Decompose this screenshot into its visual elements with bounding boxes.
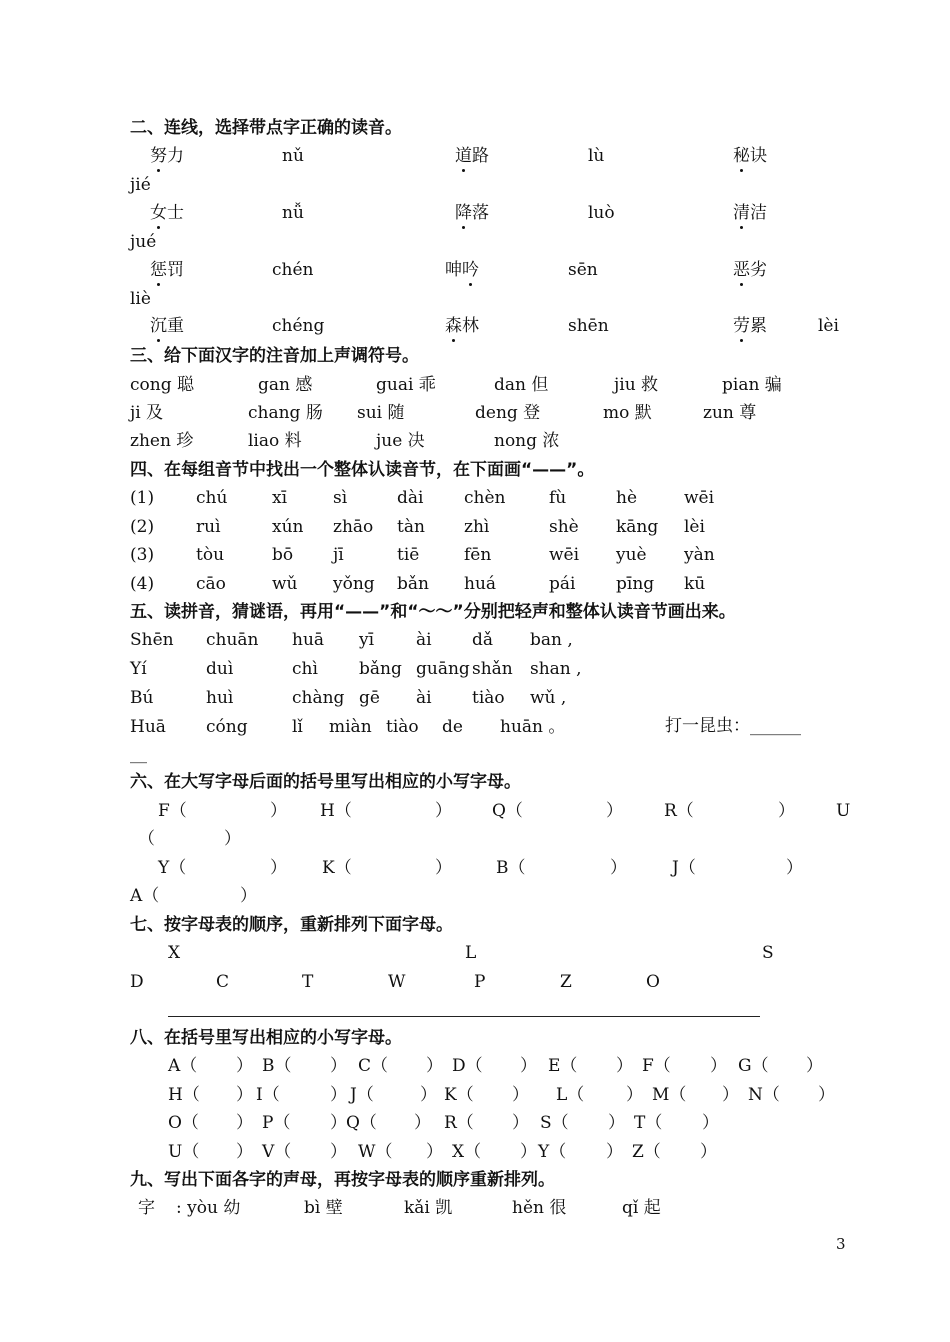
letter-bracket: ） <box>330 1141 347 1162</box>
word: 森林 <box>445 316 479 336</box>
letter-bracket: U <box>836 801 851 821</box>
syllable: sì <box>333 488 348 508</box>
letter: C <box>216 972 230 992</box>
letter-bracket: Q（ <box>346 1113 377 1133</box>
letter-bracket: R（ <box>664 801 694 821</box>
pinyin-char-item: liao 料 <box>248 431 302 451</box>
syllable: cāo <box>196 573 226 594</box>
riddle-syllable: shǎn <box>472 659 513 679</box>
letter-bracket: D（ <box>452 1056 483 1076</box>
letter-bracket: F（ <box>158 801 187 821</box>
letter-bracket: ） <box>236 1084 253 1105</box>
letter-bracket: F（ <box>642 1056 671 1076</box>
letter-bracket: ） <box>778 801 795 821</box>
letter-bracket: ） <box>426 1056 443 1076</box>
section-6-title: 六、在大写字母后面的括号里写出相应的小写字母。 <box>130 772 521 792</box>
letter: S <box>762 943 774 963</box>
pinyin-char-item: kǎi 凯 <box>404 1198 453 1218</box>
letter-bracket: P（ <box>262 1113 291 1133</box>
letter-bracket: O（ <box>168 1113 199 1133</box>
letter-bracket: Z（ <box>632 1141 661 1162</box>
letter-bracket: W（ <box>358 1141 393 1162</box>
pinyin-char-item: mo 默 <box>603 403 652 423</box>
riddle-syllable: huā <box>292 630 325 650</box>
riddle-syllable: tiào <box>472 688 505 708</box>
item-label: 字 <box>138 1198 155 1218</box>
letter-bracket-close: ） <box>240 886 257 906</box>
letter-bracket: K（ <box>444 1084 474 1105</box>
word: 降落 <box>455 203 489 223</box>
syllable: hè <box>616 488 638 508</box>
syllable: tiē <box>397 545 420 565</box>
letter: X <box>168 943 181 963</box>
letter-bracket: ） <box>702 1113 719 1133</box>
letter-bracket: I（ <box>256 1084 280 1105</box>
group-number: (4) <box>130 573 155 594</box>
letter-bracket: C（ <box>358 1056 389 1076</box>
letter-bracket: Y（ <box>538 1141 567 1162</box>
letter: P <box>474 972 486 992</box>
word: 呻吟 <box>445 260 479 280</box>
letter-bracket: L（ <box>556 1084 585 1105</box>
riddle-syllable: ài <box>416 688 432 708</box>
syllable: pái <box>549 573 576 594</box>
letter-bracket: V（ <box>262 1141 292 1162</box>
syllable: huá <box>464 573 497 594</box>
letter-bracket: ） <box>270 801 287 821</box>
word: 努力 <box>150 146 184 166</box>
letter-bracket-open: （ <box>138 829 155 849</box>
letter-bracket: ） <box>786 858 803 878</box>
letter-bracket: ） <box>606 1141 623 1162</box>
group-number: (3) <box>130 545 155 565</box>
section-8-title: 八、在括号里写出相应的小写字母。 <box>130 1028 402 1048</box>
word: 恶劣 <box>733 260 767 280</box>
riddle-syllable: Bú <box>130 688 154 708</box>
letter-bracket: T（ <box>634 1113 663 1133</box>
pinyin-char-item: guai 乖 <box>376 375 436 395</box>
word: 道路 <box>455 146 489 166</box>
letter-bracket: N（ <box>748 1084 780 1105</box>
syllable: xún <box>272 516 304 537</box>
pinyin-char-item: dan 但 <box>494 375 549 395</box>
pinyin-char-item: deng 登 <box>475 403 541 423</box>
letter-bracket: ） <box>236 1141 253 1162</box>
letter-bracket: ） <box>520 1056 537 1076</box>
letter-bracket: ） <box>236 1056 253 1076</box>
letter-bracket: R（ <box>444 1113 474 1133</box>
syllable: yǒng <box>333 573 375 594</box>
riddle-syllable: guāng <box>416 659 470 679</box>
pinyin-char-item: zhen 珍 <box>130 431 194 451</box>
letter-bracket: ） <box>435 858 452 878</box>
riddle-syllable: lǐ <box>292 717 303 737</box>
riddle-syllable: duì <box>206 659 234 679</box>
riddle-syllable: cóng <box>206 717 248 737</box>
letter-bracket: A（ <box>168 1056 198 1076</box>
syllable: jī <box>333 545 344 565</box>
syllable: zhāo <box>333 516 374 537</box>
letter-bracket: ） <box>330 1113 347 1133</box>
group-number: (1) <box>130 488 155 508</box>
letter-bracket: ） <box>606 801 623 821</box>
letter-bracket: S（ <box>540 1113 569 1133</box>
letter-bracket: ） <box>512 1113 529 1133</box>
letter-bracket: ） <box>710 1056 727 1076</box>
letter: T <box>302 972 314 992</box>
riddle-syllable: chàng <box>292 688 345 708</box>
riddle-syllable: chuān <box>206 630 259 650</box>
pinyin-option: liè <box>130 289 151 309</box>
section-7-title: 七、按字母表的顺序，重新排列下面字母。 <box>130 915 453 935</box>
letter-bracket: ） <box>420 1084 437 1105</box>
syllable: bō <box>272 545 294 565</box>
syllable: chèn <box>464 488 506 508</box>
syllable: kāng <box>616 516 659 537</box>
pinyin-char-item: cong 聪 <box>130 375 194 395</box>
section-9-title: 九、写出下面各字的声母，再按字母表的顺序重新排列。 <box>130 1170 555 1190</box>
syllable: fēn <box>464 545 492 565</box>
letter-bracket: K（ <box>322 858 352 878</box>
letter-bracket: H（ <box>168 1084 200 1105</box>
letter-bracket: ） <box>616 1056 633 1076</box>
pinyin-char-item: nong 浓 <box>494 431 560 451</box>
riddle-syllable: Shēn <box>130 630 174 650</box>
pinyin-option: nǚ <box>282 203 304 223</box>
letter: L <box>465 943 477 963</box>
riddle-syllable: gē <box>359 688 380 708</box>
letter-bracket: M（ <box>652 1084 687 1105</box>
pinyin-char-item: jiu 救 <box>614 375 659 395</box>
letter-bracket: ） <box>330 1056 347 1076</box>
letter-bracket: ） <box>520 1141 537 1162</box>
pinyin-char-item: : yòu 幼 <box>176 1198 241 1218</box>
riddle-syllable: ban , <box>530 630 573 650</box>
riddle-syllable: tiào <box>386 717 419 737</box>
pinyin-option: lèi <box>818 316 839 336</box>
pinyin-option: jié <box>130 175 151 195</box>
letter: D <box>130 972 144 992</box>
letter-bracket: ） <box>818 1084 835 1105</box>
pinyin-char-item: hěn 很 <box>512 1198 567 1218</box>
section-3-title: 三、给下面汉字的注音加上声调符号。 <box>130 346 419 366</box>
syllable: dài <box>397 488 424 508</box>
answer-line <box>168 1016 760 1017</box>
letter: Z <box>560 972 572 992</box>
syllable: bǎn <box>397 573 429 594</box>
pinyin-option: jué <box>130 232 157 252</box>
riddle-syllable: yī <box>359 630 375 650</box>
letter-bracket: ） <box>806 1056 823 1076</box>
riddle-syllable: Huā <box>130 717 166 737</box>
letter-bracket: ） <box>608 1113 625 1133</box>
pinyin-option: chéng <box>272 316 325 336</box>
syllable: xī <box>272 488 288 508</box>
letter-bracket: ） <box>610 858 627 878</box>
letter-bracket: ） <box>722 1084 739 1105</box>
letter-bracket: ） <box>435 801 452 821</box>
riddle-syllable: miàn <box>329 717 372 737</box>
pinyin-char-item: jue 决 <box>376 431 425 451</box>
pinyin-char-item: ji 及 <box>130 403 164 423</box>
pinyin-char-item: bì 壁 <box>304 1198 343 1218</box>
letter-bracket: J（ <box>672 858 696 878</box>
syllable: chú <box>196 488 228 508</box>
syllable: zhì <box>464 516 490 537</box>
word: 清洁 <box>733 203 767 223</box>
letter-bracket-open: A（ <box>130 886 160 906</box>
riddle-syllable: huì <box>206 688 234 708</box>
letter-bracket: B（ <box>262 1056 292 1076</box>
syllable: pīng <box>616 573 655 594</box>
section-2-title: 二、连线，选择带点字正确的读音。 <box>130 118 402 138</box>
pinyin-char-item: pian 骗 <box>722 375 782 395</box>
letter-bracket: ） <box>626 1084 643 1105</box>
syllable: shè <box>549 516 579 537</box>
section-5-title: 五、读拼音，猜谜语，再用“——”和“～～”分别把轻声和整体认读音节画出来。 <box>130 602 736 622</box>
page-number: 3 <box>836 1235 846 1253</box>
riddle-answer-line: 打一昆虫：______ <box>665 716 801 736</box>
riddle-syllable: bǎng <box>359 659 402 679</box>
letter: O <box>646 972 660 992</box>
letter-bracket: H（ <box>320 801 352 821</box>
pinyin-option: shēn <box>568 316 609 336</box>
letter: W <box>388 972 406 992</box>
pinyin-option: lù <box>588 146 605 166</box>
letter-bracket-close: ） <box>224 829 241 849</box>
pinyin-option: nǔ <box>282 146 304 166</box>
syllable: lèi <box>684 516 705 537</box>
letter-bracket: ） <box>270 858 287 878</box>
word: 沉重 <box>150 316 184 336</box>
pinyin-char-item: gan 感 <box>258 375 313 395</box>
letter-bracket: ） <box>512 1084 529 1105</box>
syllable: wēi <box>549 545 580 565</box>
riddle-syllable: shan , <box>530 659 582 679</box>
letter-bracket: ） <box>700 1141 717 1162</box>
letter-bracket: E（ <box>548 1056 578 1076</box>
riddle-syllable: de <box>442 717 463 737</box>
riddle-syllable: wǔ , <box>530 688 567 708</box>
section-4-title: 四、在每组音节中找出一个整体认读音节，在下面画“——”。 <box>130 460 595 480</box>
group-number: (2) <box>130 516 155 537</box>
riddle-syllable: chì <box>292 659 318 679</box>
letter-bracket: ） <box>236 1113 253 1133</box>
syllable: yàn <box>684 545 715 565</box>
pinyin-char-item: sui 随 <box>357 403 405 423</box>
syllable: wǔ <box>272 573 298 594</box>
letter-bracket: ） <box>426 1141 443 1162</box>
syllable: fù <box>549 488 567 508</box>
word: 劳累 <box>733 316 767 336</box>
pinyin-char-item: zun 尊 <box>703 403 757 423</box>
riddle-syllable: Yí <box>130 659 147 679</box>
syllable: tàn <box>397 516 425 537</box>
letter-bracket: X（ <box>452 1141 482 1162</box>
word: 女士 <box>150 203 184 223</box>
riddle-syllable: ài <box>416 630 432 650</box>
syllable: yuè <box>616 545 647 565</box>
riddle-answer-line-wrap: __ <box>130 744 147 764</box>
letter-bracket: B（ <box>496 858 526 878</box>
syllable: wēi <box>684 488 715 508</box>
syllable: tòu <box>196 545 225 565</box>
pinyin-char-item: qǐ 起 <box>622 1198 661 1218</box>
letter-bracket: ） <box>414 1113 431 1133</box>
letter-bracket: Y（ <box>158 858 187 878</box>
pinyin-char-item: chang 肠 <box>248 403 323 423</box>
word: 惩罚 <box>150 260 184 280</box>
letter-bracket: Q（ <box>492 801 523 821</box>
word: 秘诀 <box>733 146 767 166</box>
riddle-syllable: dǎ <box>472 630 494 650</box>
riddle-syllable: huān 。 <box>500 717 566 737</box>
letter-bracket: ） <box>330 1084 347 1105</box>
letter-bracket: G（ <box>738 1056 769 1076</box>
pinyin-option: sēn <box>568 260 598 280</box>
pinyin-option: luò <box>588 203 615 223</box>
syllable: kū <box>684 573 706 594</box>
syllable: ruì <box>196 516 221 537</box>
letter-bracket: J（ <box>350 1084 374 1105</box>
letter-bracket: U（ <box>168 1141 200 1162</box>
pinyin-option: chén <box>272 260 314 280</box>
